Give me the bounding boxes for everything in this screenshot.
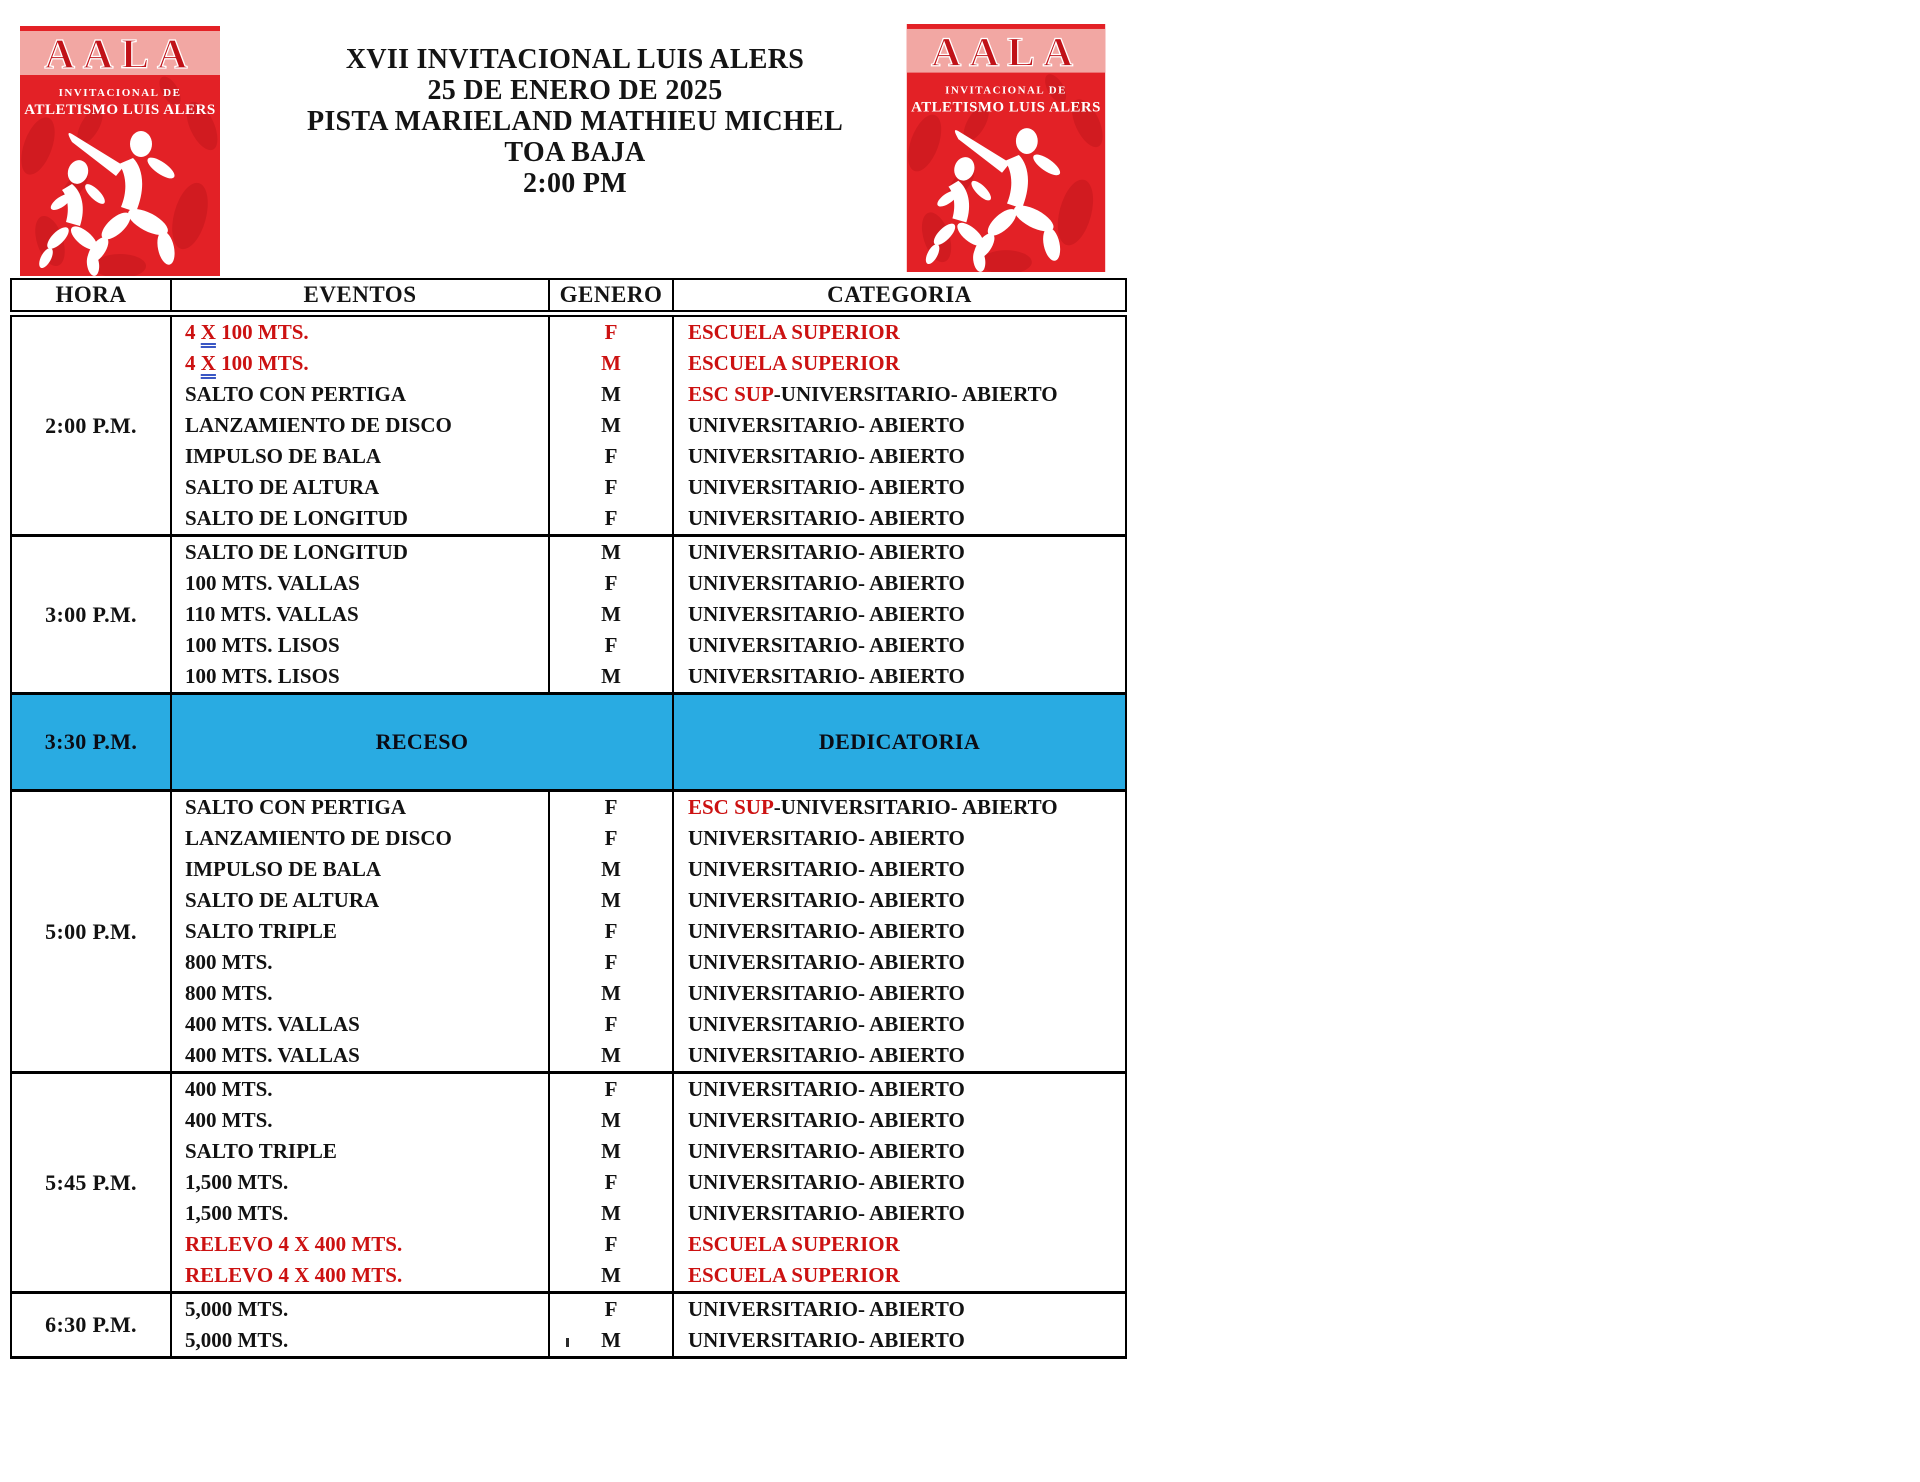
- event-name: 4 X 100 MTS.: [185, 351, 309, 375]
- category-value: [674, 854, 1125, 885]
- category-part: UNIVERSITARIO- ABIERTO: [688, 1077, 965, 1101]
- event-name: 5,000 MTS.: [185, 1328, 289, 1352]
- event-name: SALTO TRIPLE: [185, 919, 337, 943]
- events-cell: [171, 1073, 549, 1293]
- gender-value: M: [601, 888, 621, 912]
- aala-logo-left: [20, 26, 220, 276]
- gender-value: F: [604, 475, 618, 499]
- event-name: RELEVO 4 X 400 MTS.: [185, 1263, 403, 1287]
- category-part: UNIVERSITARIO- ABIERTO: [688, 826, 965, 850]
- title-line-4: TOA BAJA: [504, 137, 646, 168]
- category-part: UNIVERSITARIO- ABIERTO: [688, 1170, 965, 1194]
- category-value: [674, 503, 1125, 534]
- category-part: UNIVERSITARIO- ABIERTO: [688, 1043, 965, 1067]
- time-cell: 5:00 P.M.: [11, 791, 171, 1073]
- category-value: [674, 823, 1125, 854]
- title-line-5: 2:00 PM: [523, 168, 627, 199]
- category-cell: [673, 1073, 1126, 1293]
- title-line-3: PISTA MARIELAND MATHIEU MICHEL: [306, 106, 844, 137]
- category-part: UNIVERSITARIO- ABIERTO: [688, 602, 965, 626]
- category-value: [674, 348, 1125, 379]
- category-part: UNIVERSITARIO- ABIERTO: [688, 540, 965, 564]
- category-part: UNIVERSITARIO- ABIERTO: [688, 857, 965, 881]
- gender-value: M: [601, 857, 621, 881]
- category-value: [674, 978, 1125, 1009]
- gender-cell: [549, 1073, 673, 1293]
- spellcheck-underlined-x: X: [200, 320, 216, 344]
- category-part: UNIVERSITARIO- ABIERTO: [688, 664, 965, 688]
- category-value: [674, 1229, 1125, 1260]
- gender-value: F: [604, 1012, 618, 1036]
- column-header-genero: GENERO: [549, 279, 673, 314]
- schedule-block-row: [11, 536, 1126, 694]
- schedule-block-row: [11, 1293, 1126, 1358]
- event-name: 400 MTS. VALLAS: [185, 1012, 360, 1036]
- gender-cell: [549, 791, 673, 1073]
- category-value: [674, 792, 1125, 823]
- category-cell: [673, 314, 1126, 536]
- gender-value: M: [601, 382, 621, 406]
- category-part: -UNIVERSITARIO- ABIERTO: [773, 795, 1058, 819]
- gender-value: F: [604, 826, 618, 850]
- event-name: SALTO TRIPLE: [185, 1139, 337, 1163]
- gender-value: F: [604, 795, 618, 819]
- category-part: UNIVERSITARIO- ABIERTO: [688, 1201, 965, 1225]
- gender-value: F: [604, 320, 618, 344]
- break-row: [11, 694, 1126, 791]
- gender-value: M: [601, 540, 621, 564]
- category-part: UNIVERSITARIO- ABIERTO: [688, 1139, 965, 1163]
- category-value: [674, 1325, 1125, 1356]
- column-header-categoria: CATEGORIA: [673, 279, 1126, 314]
- category-value: [674, 472, 1125, 503]
- event-name: IMPULSO DE BALA: [185, 444, 382, 468]
- gender-value: F: [604, 571, 618, 595]
- event-name: 4 X 100 MTS.: [185, 320, 309, 344]
- event-name: 400 MTS.: [185, 1077, 273, 1101]
- category-part: UNIVERSITARIO- ABIERTO: [688, 950, 965, 974]
- category-value: [674, 317, 1125, 348]
- category-cell: [673, 1293, 1126, 1358]
- category-part-red: ESCUELA SUPERIOR: [688, 1232, 900, 1256]
- category-part-red: ESCUELA SUPERIOR: [688, 351, 900, 375]
- event-name: SALTO CON PERTIGA: [185, 382, 406, 406]
- stray-cursor-tick: [566, 1338, 569, 1347]
- category-part: UNIVERSITARIO- ABIERTO: [688, 475, 965, 499]
- event-name: 110 MTS. VALLAS: [185, 602, 359, 626]
- time-cell: 3:30 P.M.: [11, 694, 171, 791]
- event-name: SALTO CON PERTIGA: [185, 795, 406, 819]
- category-part: UNIVERSITARIO- ABIERTO: [688, 981, 965, 1005]
- category-part: UNIVERSITARIO- ABIERTO: [688, 444, 965, 468]
- category-value: [674, 885, 1125, 916]
- category-value: [674, 661, 1125, 692]
- events-cell: [171, 791, 549, 1073]
- gender-value: F: [604, 444, 618, 468]
- event-name: SALTO DE ALTURA: [185, 475, 380, 499]
- gender-value: F: [604, 919, 618, 943]
- gender-value: F: [604, 1297, 618, 1321]
- category-value: [674, 947, 1125, 978]
- column-header-eventos: EVENTOS: [171, 279, 549, 314]
- category-part: -UNIVERSITARIO- ABIERTO: [773, 382, 1058, 406]
- gender-value: F: [604, 1170, 618, 1194]
- category-value: [674, 1167, 1125, 1198]
- schedule-block-row: [11, 1073, 1126, 1293]
- category-part: UNIVERSITARIO- ABIERTO: [688, 1328, 965, 1352]
- schedule-table: [10, 278, 1127, 1359]
- event-title-block: [250, 44, 900, 199]
- time-cell: 2:00 P.M.: [11, 314, 171, 536]
- time-cell: 5:45 P.M.: [11, 1073, 171, 1293]
- gender-value: M: [601, 981, 621, 1005]
- category-value: [674, 379, 1125, 410]
- aala-logo-right: [903, 24, 1109, 272]
- category-part: UNIVERSITARIO- ABIERTO: [688, 1297, 965, 1321]
- category-part: UNIVERSITARIO- ABIERTO: [688, 571, 965, 595]
- event-name: SALTO DE ALTURA: [185, 888, 380, 912]
- category-value: [674, 568, 1125, 599]
- gender-value: M: [601, 1263, 621, 1287]
- event-name: IMPULSO DE BALA: [185, 857, 382, 881]
- category-value: [674, 1074, 1125, 1105]
- category-part-red: ESCUELA SUPERIOR: [688, 320, 900, 344]
- event-name: 100 MTS. VALLAS: [185, 571, 360, 595]
- category-part-red: ESC SUP: [688, 795, 774, 819]
- gender-cell: [549, 536, 673, 694]
- break-label-left: RECESO: [171, 694, 673, 791]
- gender-value: M: [601, 1108, 621, 1132]
- category-value: [674, 1009, 1125, 1040]
- event-name: SALTO DE LONGITUD: [185, 540, 408, 564]
- schedule-block-row: [11, 791, 1126, 1073]
- gender-value: M: [601, 602, 621, 626]
- table-header-row: [11, 279, 1126, 314]
- schedule-block-row: [11, 314, 1126, 536]
- category-part: UNIVERSITARIO- ABIERTO: [688, 919, 965, 943]
- event-name: 100 MTS. LISOS: [185, 664, 340, 688]
- category-value: [674, 916, 1125, 947]
- title-line-1: XVII INVITACIONAL LUIS ALERS: [345, 44, 805, 75]
- category-part: UNIVERSITARIO- ABIERTO: [688, 506, 965, 530]
- events-cell: [171, 536, 549, 694]
- category-value: [674, 441, 1125, 472]
- gender-cell: [549, 314, 673, 536]
- category-part: UNIVERSITARIO- ABIERTO: [688, 888, 965, 912]
- event-name: 100 MTS. LISOS: [185, 633, 340, 657]
- category-part-red: ESC SUP: [688, 382, 774, 406]
- category-value: [674, 410, 1125, 441]
- gender-value: F: [604, 1232, 618, 1256]
- category-value: [674, 1294, 1125, 1325]
- event-name: RELEVO 4 X 400 MTS.: [185, 1232, 403, 1256]
- category-value: [674, 1040, 1125, 1071]
- event-name: 400 MTS. VALLAS: [185, 1043, 360, 1067]
- event-name: 1,500 MTS.: [185, 1201, 289, 1225]
- event-name: SALTO DE LONGITUD: [185, 506, 408, 530]
- events-cell: [171, 314, 549, 536]
- events-cell: [171, 1293, 549, 1358]
- gender-value: M: [601, 1139, 621, 1163]
- gender-value: M: [601, 351, 621, 375]
- gender-value: M: [601, 664, 621, 688]
- category-part: UNIVERSITARIO- ABIERTO: [688, 633, 965, 657]
- event-name: 5,000 MTS.: [185, 1297, 289, 1321]
- gender-value: M: [601, 1043, 621, 1067]
- category-part-red: ESCUELA SUPERIOR: [688, 1263, 900, 1287]
- category-cell: [673, 791, 1126, 1073]
- category-value: [674, 1105, 1125, 1136]
- category-part: UNIVERSITARIO- ABIERTO: [688, 1012, 965, 1036]
- event-name: 1,500 MTS.: [185, 1170, 289, 1194]
- category-value: [674, 599, 1125, 630]
- category-cell: [673, 536, 1126, 694]
- time-cell: 6:30 P.M.: [11, 1293, 171, 1358]
- time-cell: 3:00 P.M.: [11, 536, 171, 694]
- event-name: 800 MTS.: [185, 981, 273, 1005]
- gender-value: F: [604, 950, 618, 974]
- gender-value: F: [604, 506, 618, 530]
- category-value: [674, 1260, 1125, 1291]
- spellcheck-underlined-x: X: [200, 351, 216, 375]
- event-name: 800 MTS.: [185, 950, 273, 974]
- title-line-2: 25 DE ENERO DE 2025: [427, 75, 723, 106]
- category-value: [674, 1136, 1125, 1167]
- gender-cell: [549, 1293, 673, 1358]
- gender-value: M: [601, 413, 621, 437]
- event-name: LANZAMIENTO DE DISCO: [185, 826, 452, 850]
- category-part: UNIVERSITARIO- ABIERTO: [688, 1108, 965, 1132]
- category-value: [674, 537, 1125, 568]
- break-label-right: DEDICATORIA: [673, 694, 1126, 791]
- gender-value: M: [601, 1201, 621, 1225]
- gender-value: F: [604, 1077, 618, 1101]
- category-value: [674, 630, 1125, 661]
- column-header-hora: HORA: [11, 279, 171, 314]
- gender-value: M: [601, 1328, 621, 1352]
- event-name: 400 MTS.: [185, 1108, 273, 1132]
- gender-value: F: [604, 633, 618, 657]
- category-value: [674, 1198, 1125, 1229]
- event-name: LANZAMIENTO DE DISCO: [185, 413, 452, 437]
- category-part: UNIVERSITARIO- ABIERTO: [688, 413, 965, 437]
